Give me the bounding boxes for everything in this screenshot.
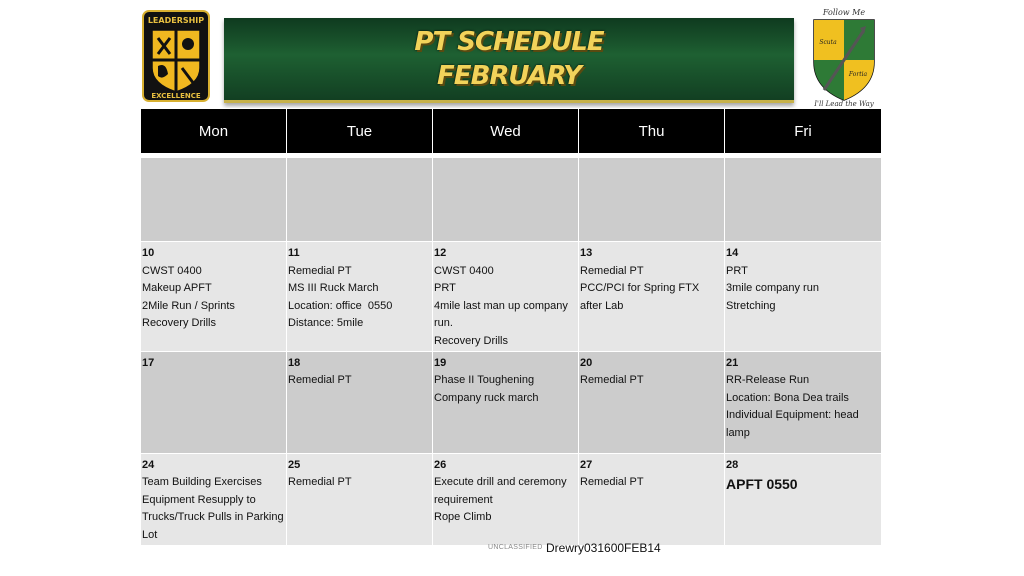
- follow-me-crest-icon: [806, 6, 882, 108]
- day-cell: [287, 158, 433, 242]
- activity-line: PCC/PCI for Spring FTX after Lab: [580, 282, 700, 312]
- activity-line: 2Mile Run / Sprints: [142, 299, 235, 312]
- title-line-1: PT SCHEDULE: [414, 27, 604, 57]
- day-cell-20: [579, 351, 725, 453]
- activity-line: Location: office 0550: [288, 299, 393, 312]
- activity-line: Remedial PT: [288, 374, 352, 387]
- activity-line: Rope Climb: [434, 511, 492, 524]
- day-number: 17: [142, 356, 155, 369]
- activity-line: Stretching: [726, 299, 776, 312]
- activity-line: Recovery Drills: [434, 334, 508, 347]
- title-line-2: FEBRUARY: [437, 61, 581, 91]
- col-header-thu: Thu: [579, 109, 725, 154]
- day-number: 19: [434, 356, 447, 369]
- crest-right-text: Fortia: [848, 71, 868, 78]
- day-cell-19: [433, 351, 579, 453]
- day-cell-14: [725, 242, 882, 352]
- activity-line: Team Building Exercises: [142, 476, 262, 489]
- activity-line: Individual Equipment: head lamp: [726, 409, 859, 439]
- day-cell-28: [725, 453, 882, 545]
- activity-line: Distance: 5mile: [288, 317, 364, 330]
- activity-line: Company ruck march: [434, 391, 539, 404]
- day-number: 24: [142, 458, 155, 471]
- day-number: 21: [726, 356, 739, 369]
- week-row-2: [141, 242, 882, 352]
- day-cell-21: [725, 351, 882, 453]
- day-cell-26: [433, 453, 579, 545]
- day-cell-27: [579, 453, 725, 545]
- day-number: 11: [288, 247, 300, 259]
- week-row-4: [141, 453, 882, 545]
- day-cell: [725, 158, 882, 242]
- day-number: 10: [142, 247, 155, 259]
- crest-bottom-text: I'll Lead the Way: [814, 100, 874, 108]
- activity-line: Remedial PT: [288, 264, 352, 277]
- day-cell-11: [287, 242, 433, 352]
- crest-top-text: Follow Me: [822, 8, 866, 17]
- activity-line: Remedial PT: [288, 476, 352, 489]
- day-number: 26: [434, 458, 447, 471]
- day-number: 27: [580, 458, 593, 471]
- title-banner: [224, 18, 794, 103]
- activity-line: Execute drill and ceremony requirement: [434, 476, 567, 506]
- activity-line: CWST 0400: [434, 264, 494, 277]
- activity-line: Remedial PT: [580, 476, 644, 489]
- day-number: 25: [288, 458, 301, 471]
- col-header-mon: Mon: [141, 109, 287, 154]
- activity-line: Remedial PT: [580, 374, 644, 387]
- activity-line: Location: Bona Dea trails: [726, 391, 849, 404]
- col-header-tue: Tue: [287, 109, 433, 154]
- day-number: 14: [726, 247, 739, 259]
- emblem-top-text: LEADERSHIP: [147, 16, 205, 25]
- crest-left-text: Scuta: [819, 39, 837, 46]
- day-number: 12: [434, 247, 447, 259]
- day-cell-17: [141, 351, 287, 453]
- activity-line: Phase II Toughening: [434, 374, 535, 387]
- day-number: 20: [580, 356, 593, 369]
- document-id: Drewry031600FEB14: [546, 541, 661, 555]
- weekday-header-row: [141, 109, 882, 154]
- day-number: 28: [726, 458, 739, 471]
- activity-line: RR-Release Run: [726, 374, 810, 387]
- day-cell-25: [287, 453, 433, 545]
- activity-line: PRT: [434, 282, 456, 295]
- week-row-3: [141, 351, 882, 453]
- week-row-1: [141, 158, 882, 242]
- apft-highlight: APFT 0550: [726, 476, 798, 493]
- day-cell-10: [141, 242, 287, 352]
- day-cell: [579, 158, 725, 242]
- activity-line: CWST 0400: [142, 264, 202, 277]
- day-cell: [433, 158, 579, 242]
- classification-label: UNCLASSIFIED: [488, 544, 543, 551]
- leadership-excellence-emblem-icon: [142, 10, 210, 102]
- col-header-fri: Fri: [725, 109, 882, 154]
- activity-line: Equipment Resupply to Trucks/Truck Pulls in Parking Lot: [142, 493, 284, 541]
- day-cell-18: [287, 351, 433, 453]
- pt-schedule-table: [140, 108, 882, 546]
- day-cell-24: [141, 453, 287, 545]
- activity-line: 3mile company run: [726, 282, 819, 295]
- emblem-bottom-text: EXCELLENCE: [151, 92, 201, 100]
- activity-line: MS III Ruck March: [288, 282, 379, 295]
- col-header-wed: Wed: [433, 109, 579, 154]
- day-cell-13: [579, 242, 725, 352]
- activity-line: PRT: [726, 264, 748, 277]
- day-cell-12: [433, 242, 579, 352]
- activity-line: Remedial PT: [580, 264, 644, 277]
- day-cell: [141, 158, 287, 242]
- day-number: 18: [288, 356, 301, 369]
- activity-line: Recovery Drills: [142, 317, 216, 330]
- day-number: 13: [580, 247, 593, 259]
- activity-line: Makeup APFT: [142, 282, 212, 295]
- activity-line: 4mile last man up company run.: [434, 299, 568, 330]
